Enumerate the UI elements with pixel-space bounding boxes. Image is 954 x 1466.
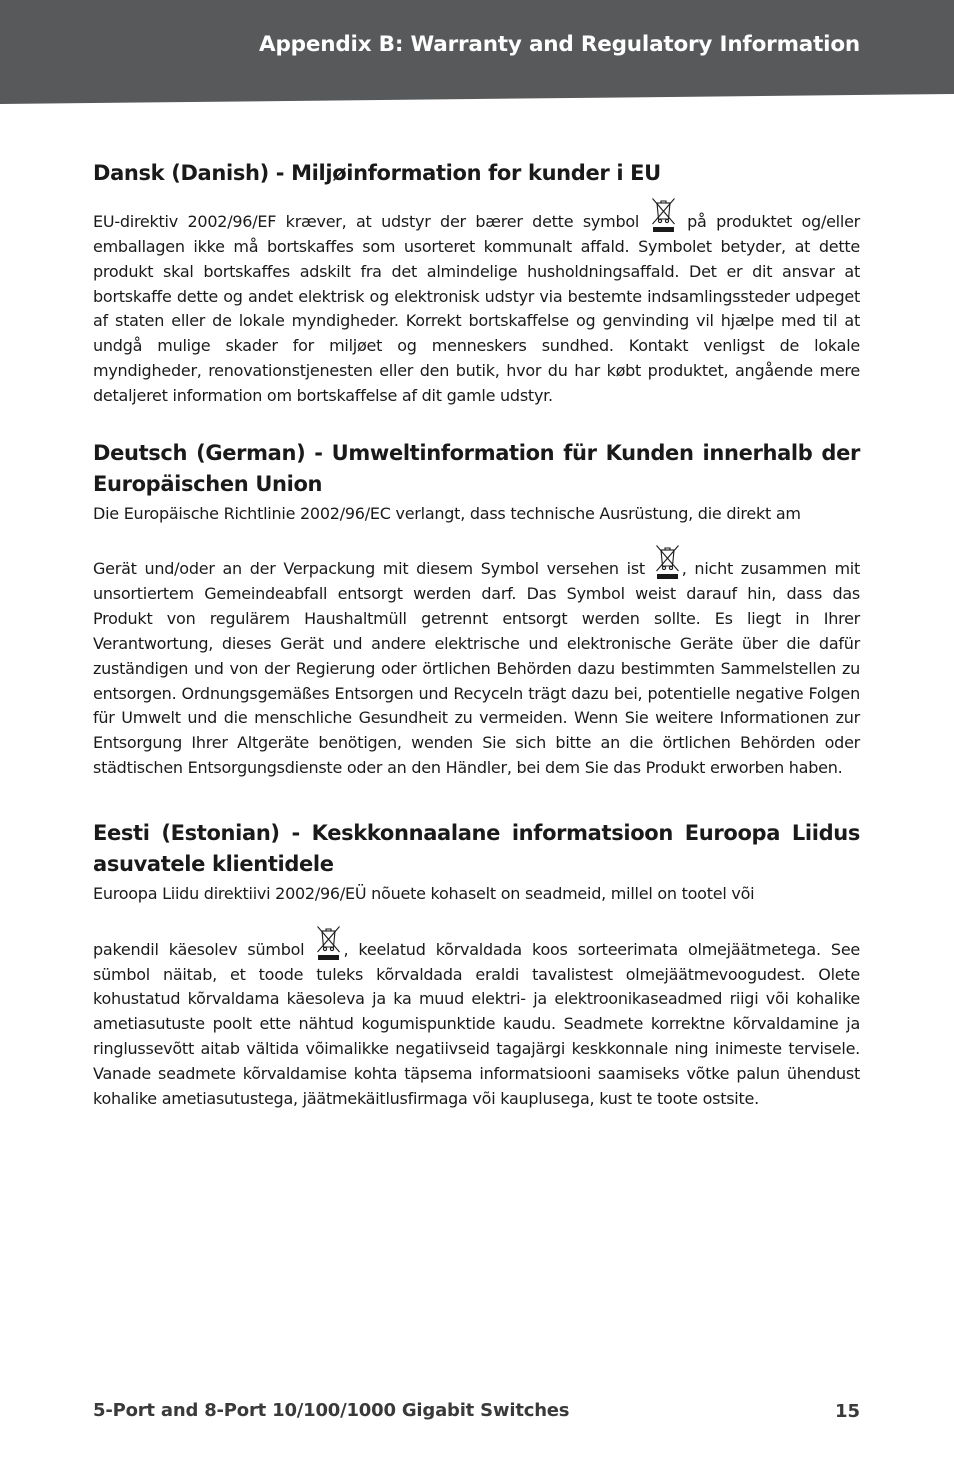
section-heading-danish: Dansk (Danish) - Miljøinformation for kunder i EU — [93, 161, 661, 185]
weee-bin-icon — [655, 544, 680, 582]
section-first-line-german: Die Europäische Richtlinie 2002/96/EC verlangt, dass technische Ausrüstung, die direkt am — [93, 503, 801, 523]
body-text-before-symbol: EU-direktiv 2002/96/EF kræver, at udstyr der bærer dette symbol — [93, 212, 640, 231]
section-heading-german: Deutsch (German) - Umweltinformation für Kunden innerhalb der Europäischen Union — [93, 440, 860, 496]
section-heading-estonian: Eesti (Estonian) - Keskkonnaalane informatsioon Euroopa Liidus asuvatele klientidele — [93, 820, 860, 876]
body-text-after-symbol: på produktet og/eller emballagen ikke må bortskaffes som usorteret kommunalt affald. Symbolet betyder, at dette produkt skal bortskaffes adskilt fra det almindelige husholdningsaffald. Det er dit ansvar at bortskaffe dette og andet elektrisk og elektronisk udstyr via bestemte indsamlingssteder udpeget af staten eller de lokale myndigheder. Korrekt bortskaffelse og genvinding vil hjælpe med til at undgå mulige skader for miljøet og menneskers sundhed. Kontakt venligst de lokale myndigheder, renovationstjenesten eller den butik, hvor du har købt produktet, angående mere detaljeret information om bortskaffelse af dit gamle udstyr. — [93, 212, 860, 405]
section-estonian — [93, 818, 860, 1112]
body-text-after-symbol: , nicht zusammen mit unsortiertem Gemeindeabfall entsorgt werden darf. Das Symbol weist darauf hin, dass das Produkt von regulärem Haushaltmüll getrennt entsorgt werden sollte. Es liegt in Ihrer Verantwortung, dieses Gerät und andere elektrische und elektronische Geräte über die dafür zuständigen und von der Regierung oder örtlichen Behörden dazu bestimmten Sammelstellen zu entsorgen. Ordnungsgemäßes Entsorgen und Recyceln trägt dazu bei, potentielle negative Folgen für Umwelt und die menschliche Gesundheit zu vermeiden. Wenn Sie weitere Informationen zur Entsorgung Ihrer Altgeräte benötigen, wenden Sie sich bitte an die örtlichen Behörden oder städtischen Entsorgungsdienste oder an den Händler, bei dem Sie das Produkt erworben haben. — [93, 559, 861, 777]
section-body-estonian — [93, 925, 860, 1112]
footer-product-title: 5-Port and 8-Port 10/100/1000 Gigabit Switches — [93, 1400, 570, 1421]
section-body-german — [93, 544, 860, 780]
body-text-before-symbol: pakendil käesolev sümbol — [93, 939, 305, 959]
weee-bin-icon — [316, 925, 341, 963]
body-text-after-symbol: , keelatud kõrvaldada koos sorteerimata olmejäätmetega. See sümbol näitab, et toode tuleks kõrvaldada eraldi tavalistest olmejäätmevoogudest. Olete kohustatud kõrvaldama käesoleva ja ka muud elektri- ja elektroonikaseadmed riigi või kohalike ametiasutuste poolt ette nähtud kogumispunktide kaudu. Seadmete korrektne kõrvaldamine ja ringlussevõtt aitab vältida võimalikke negatiivseid tagajärgi keskkonnale ning inimeste tervisele. Vanade seadmete kõrvaldamise kohta täpsema informatsiooni saamiseks võtke palun ühendust kohalike ametiasutustega, jäätmekäitlusfirmaga või kauplusega, kust te toote ostsite. — [93, 939, 861, 1108]
section-body-danish — [93, 197, 860, 409]
section-first-line-estonian: Euroopa Liidu direktiivi 2002/96/EÜ nõuete kohaselt on seadmeid, millel on tootel või — [93, 883, 755, 903]
weee-bin-icon — [651, 197, 676, 235]
section-german — [93, 438, 860, 781]
page-content — [93, 158, 860, 1111]
section-danish — [93, 158, 860, 409]
body-text-before-symbol: Gerät und/oder an der Verpackung mit diesem Symbol versehen ist — [93, 559, 645, 579]
footer-page-number: 15 — [834, 1401, 860, 1422]
page-header-title: Appendix B: Warranty and Regulatory Information — [259, 32, 860, 57]
